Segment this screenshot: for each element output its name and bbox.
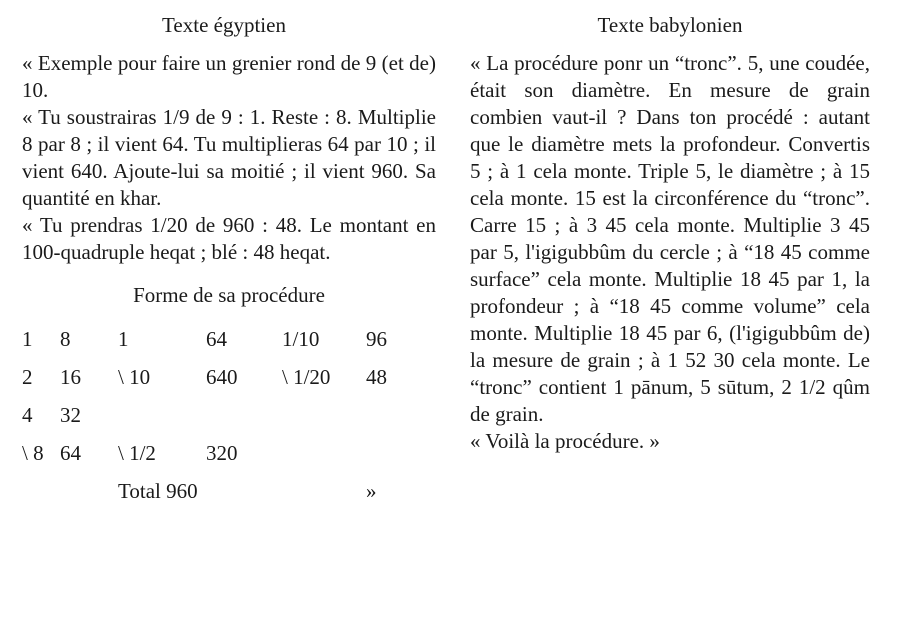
procedure-heading: Forme de sa procédure [133, 283, 325, 307]
babylonian-text-column [470, 0, 870, 455]
procedure-cell: 64 [206, 326, 227, 351]
procedure-cell: 1/10 [282, 326, 320, 351]
procedure-cell [366, 434, 410, 472]
procedure-cell: 8 [60, 326, 71, 351]
procedure-cell: 2 [22, 364, 33, 389]
procedure-cell: 1 [118, 326, 129, 351]
procedure-cell: 640 [206, 364, 238, 389]
egyptian-paragraph-2: « Tu soustrairas 1/9 de 9 : 1. Reste : 8. Multiplie 8 par 8 ; il vient 64. Tu multiplieras 64 par 10 ; il vient 640. Ajoute-lui sa moitié ; il vient 960. Sa quantité en khar. [22, 105, 436, 210]
babylonian-paragraph [470, 50, 870, 455]
procedure-row [22, 434, 410, 472]
procedure-cell [366, 396, 410, 434]
procedure-cell: \ 10 [118, 364, 151, 389]
babylonian-final-line: « Voilà la procédure. » [470, 429, 660, 453]
egyptian-text-column [22, 0, 436, 510]
procedure-cell: 96 [366, 326, 387, 351]
procedure-cell: 32 [60, 402, 81, 427]
babylonian-heading: Texte babylonien [597, 13, 743, 37]
babylonian-paragraph-body: « La procédure ponr un “tronc”. 5, une coudée, était son diamètre. En mesure de grain combien vaut-il ? Dans ton procédé : autant que le diamètre mets la profondeur. Convertis 5 ; à 1 cela monte. Triple 5, le diamètre ; à 15 cela monte. 15 est la circonférence du “tronc”. Carre 15 ; à 3 45 cela monte. Multiplie 3 45 par 5, l'igigubbûm du cercle ; à “18 45 comme surface” cela monte. Multiplie 18 45 par 1, la profondeur ; à “18 45 comme volume” cela monte. Multiplie 18 45 par 6, (l'igigubbûm de) la mesure de grain ; à 1 52 30 cela monte. Le “tronc” contient 1 pānum, 5 sūtum, 2 1/2 qûm de grain. [470, 51, 870, 426]
procedure-cell: 320 [206, 440, 238, 465]
procedure-cell [118, 396, 206, 434]
procedure-row [22, 320, 410, 358]
procedure-cell: \ 8 [22, 440, 44, 465]
procedure-cell: \ 1/20 [282, 364, 331, 389]
procedure-cell [282, 434, 366, 472]
procedure-table [22, 320, 410, 510]
procedure-cell [206, 396, 282, 434]
procedure-cell: 64 [60, 440, 81, 465]
procedure-cell: 1 [22, 326, 33, 351]
procedure-cell: \ 1/2 [118, 440, 156, 465]
closing-quote: » [366, 478, 377, 503]
procedure-cell: 4 [22, 402, 33, 427]
procedure-row [22, 358, 410, 396]
procedure-cell [282, 396, 366, 434]
procedure-total: Total 960 [118, 478, 198, 503]
egyptian-paragraph-1: « Exemple pour faire un grenier rond de 9 (et de) 10. [22, 51, 436, 102]
procedure-cell: 16 [60, 364, 81, 389]
egyptian-paragraphs [22, 50, 436, 266]
procedure-total-row [22, 472, 410, 510]
procedure-row [22, 396, 410, 434]
egyptian-paragraph-3: « Tu prendras 1/20 de 960 : 48. Le montant en 100-quadruple heqat ; blé : 48 heqat. [22, 213, 436, 264]
egyptian-heading: Texte égyptien [162, 13, 286, 37]
procedure-cell: 48 [366, 364, 387, 389]
